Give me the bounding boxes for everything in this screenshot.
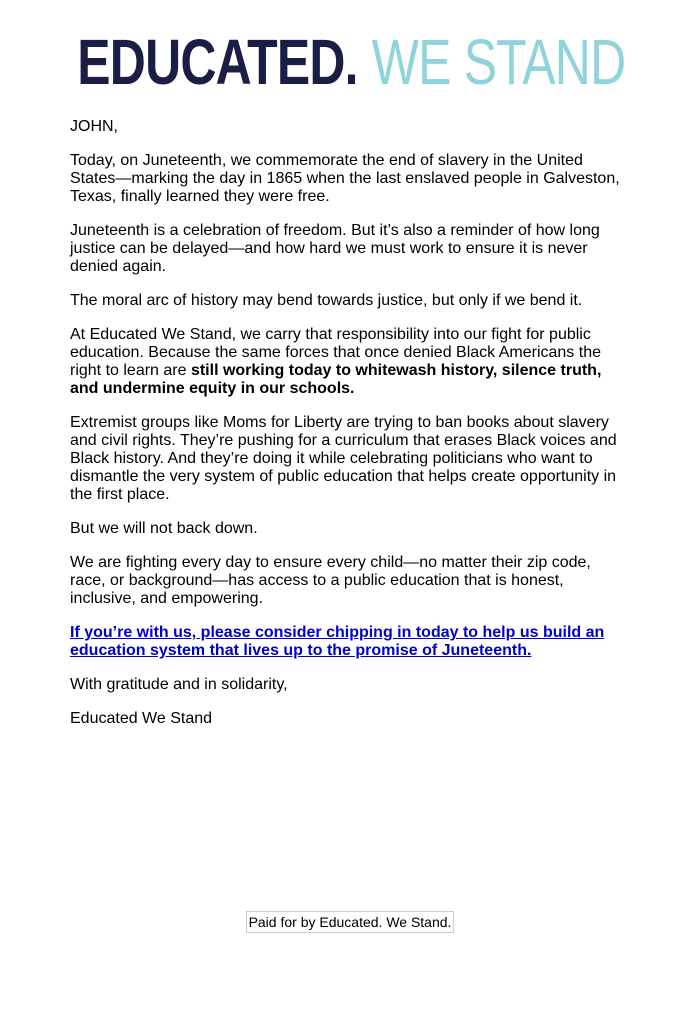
paragraph-not-back-down: But we will not back down. bbox=[70, 520, 258, 537]
logo-text-we-stand: WE STAND bbox=[371, 26, 626, 98]
email-body bbox=[70, 118, 626, 744]
logo-text-educated: EDUCATED. bbox=[77, 26, 358, 98]
closing: With gratitude and in solidarity, bbox=[70, 676, 288, 693]
paragraph-intro: Today, on Juneteenth, we commemorate the end of slavery in the United States—marking the day in 1865 when the last enslaved people in Galveston, Texas, finally learned they were free. bbox=[70, 152, 620, 205]
paragraph-extremist-groups: Extremist groups like Moms for Liberty are trying to ban books about slavery and civil rights. They’re pushing for a curriculum that erases Black voices and Black history. And they’re doing it while celebrating politicians who want to dismantle the very system of public education that helps create opportunity in the first place. bbox=[70, 414, 617, 503]
greeting: JOHN, bbox=[70, 118, 118, 135]
cta-paragraph bbox=[70, 624, 626, 660]
logo bbox=[0, 26, 700, 98]
footer bbox=[0, 911, 700, 933]
paragraph-celebration: Juneteenth is a celebration of freedom. But it’s also a reminder of how long justice can be delayed—and how hard we must work to ensure it is never denied again. bbox=[70, 222, 600, 275]
donate-link[interactable]: If you’re with us, please consider chipping in today to help us build an education system that lives up to the promise of Juneteenth. bbox=[70, 624, 605, 659]
paragraph-responsibility-text: At Educated We Stand, we carry that responsibility into our fight for public education. Because the same forces that once denied Black Americans the right to learn are bbox=[70, 326, 601, 379]
paid-for-disclaimer: Paid for by Educated. We Stand. bbox=[246, 911, 455, 933]
paragraph-moral-arc: The moral arc of history may bend towards justice, but only if we bend it. bbox=[70, 292, 583, 309]
paragraph-responsibility-bold: still working today to whitewash history, silence truth, and undermine equity in our schools. bbox=[70, 362, 602, 397]
paragraph-fighting: We are fighting every day to ensure every child—no matter their zip code, race, or background—has access to a public education that is honest, inclusive, and empowering. bbox=[70, 554, 591, 607]
paragraph-responsibility bbox=[70, 326, 626, 398]
signature: Educated We Stand bbox=[70, 710, 213, 727]
